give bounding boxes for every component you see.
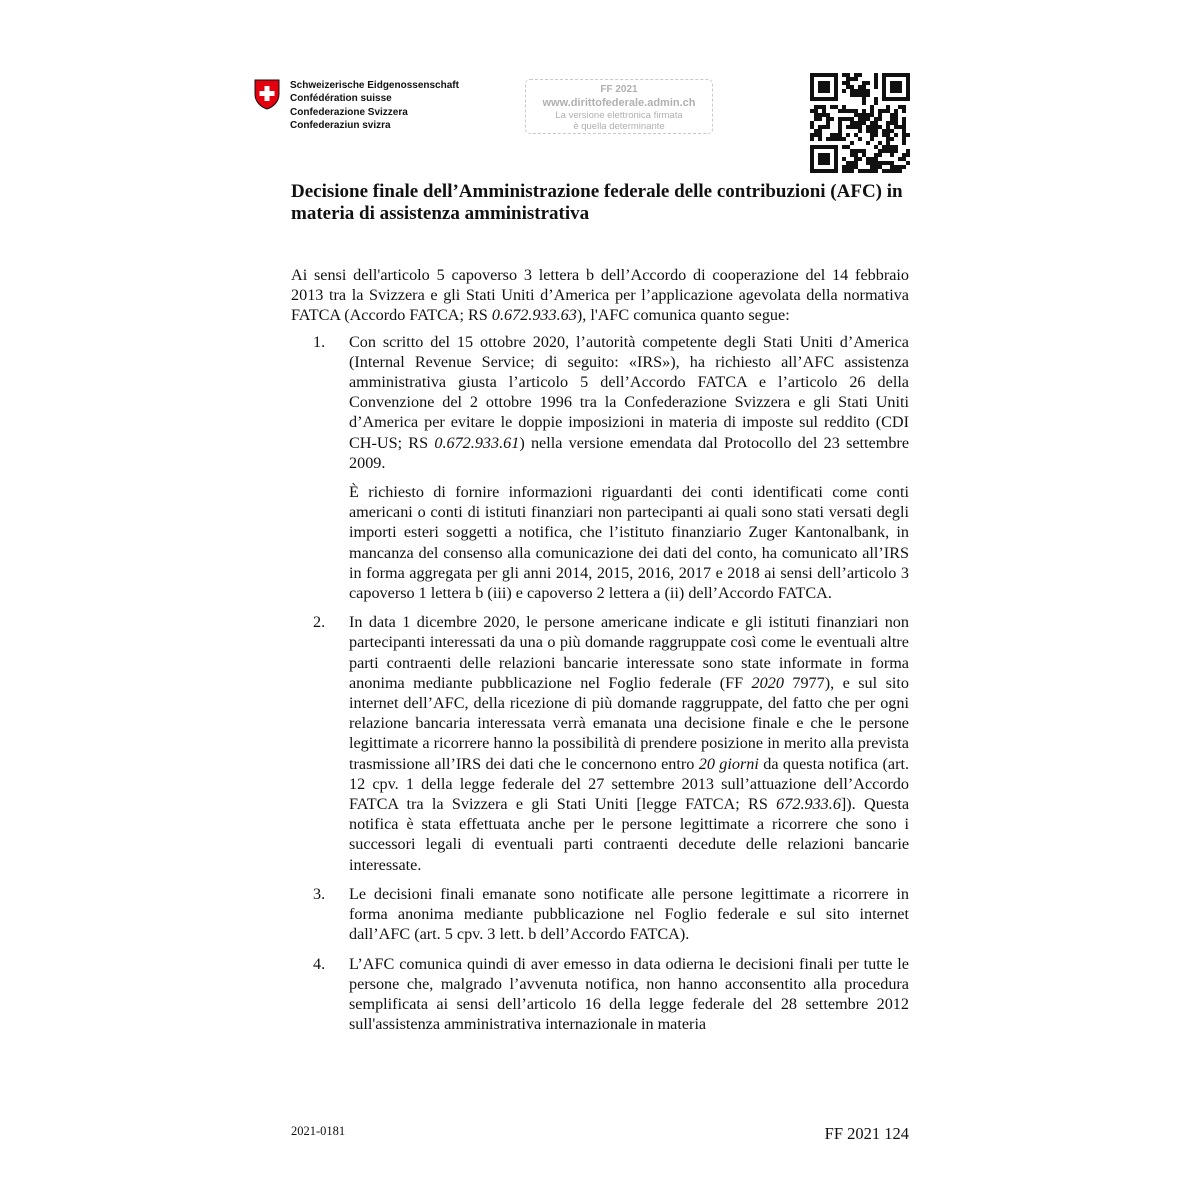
stamp-ff: FF 2021 (600, 84, 638, 95)
list-item-3 (291, 884, 909, 945)
org-line-it: Confederazione Svizzera (290, 106, 408, 118)
deadline-text: 20 giorni (698, 754, 759, 773)
org-line-de: Schweizerische Eidgenossenschaft (290, 80, 459, 91)
org-line-fr: Confédération suisse (290, 93, 392, 105)
item-2-paragraph: In data 1 dicembre 2020, le persone americane indicate e gli istituti finanziari non partecipanti interessati da una o più domande raggruppate così come le eventuali altre parti contraenti delle relazioni bancarie interessate sono state informate in forma anonima mediante pubblicazione nel Foglio federale (FF 2020 7977), e sul sito internet dell’AFC, della ricezione di più domande raggruppate, del fatto che per ogni relazione bancaria interessata verrà emanata una decisione finale e che le persone legittimate a ricorrere hanno la possibilità di prendere posizione in merito alla prevista trasmissione all’IRS dei dati che le concernono entro 20 giorni da questa notifica (art. 12 cpv. 1 della legge federale del 27 settembre 2013 sull’attuazione dell’Accordo FATCA tra la Svizzera e gli Stati Uniti [legge FATCA; RS 672.933.6]). Questa notifica è stata effettuata anche per le persone legittimate a ricorrere che sono i successori legali di eventuali parti contraenti decedute delle relazioni bancarie interessate. (349, 613, 910, 874)
page-reference: FF 2021 124 (824, 1124, 909, 1143)
document-number: 2021-0181 (291, 1124, 346, 1138)
item-1-paragraph-2: È richiesto di fornire informazioni riguardanti dei conti identificati come conti americani o conti di istituti finanziari non partecipanti ai quali sono stati versati degli importi esteri soggetti a notifica, che l’istituto finanziario Zuger Kantonalbank, in mancanza del consenso alla comunicazione dei dati del conto, ha comunicato all’IRS in forma aggregata per gli anni 2014, 2015, 2016, 2017 e 2018 ai sensi dell’articolo 3 capoverso 1 lettera b (iii) e capoverso 2 lettera a (ii) dell’Accordo FATCA. (349, 483, 909, 603)
document-title: Decisione finale dell’Amministrazione federale delle contribuzioni (AFC) in materia di assistenza amministrativa (291, 181, 903, 224)
ff-year-ref: 2020 (751, 673, 784, 692)
fatca-law-rs-ref: 672.933.6 (776, 795, 841, 814)
item-number: 2. (313, 613, 326, 632)
item-4-paragraph: L’AFC comunica quindi di aver emesso in data odierna le decisioni finali per tutte le persone che, malgrado l’avvenuta notifica, non hanno acconsentito alla procedura semplificata ai sensi dell’articolo 16 della legge federale del 28 settembre 2012 sull'assistenza amministrativa internazionale in materia (349, 954, 909, 1034)
stamp-note-2: è quella determinante (573, 121, 665, 132)
stamp-url: www.dirittofederale.admin.ch (542, 97, 696, 109)
list-item-2 (291, 612, 909, 875)
qr-code-icon (810, 73, 910, 173)
swiss-confederation-logo (254, 79, 459, 133)
organization-name (290, 79, 459, 133)
item-number: 4. (313, 954, 326, 973)
intro-paragraph: Ai sensi dell'articolo 5 capoverso 3 lettera b dell’Accordo di cooperazione del 14 febbraio 2013 tra la Svizzera e gli Stati Uniti d’America per l’applicazione agevolata della normativa FATCA (Accordo FATCA; RS 0.672.933.63), l'AFC comunica quanto segue: (291, 266, 909, 325)
intro-rs-ref: 0.672.933.63 (491, 306, 577, 325)
org-line-rm: Confederaziun svizra (290, 120, 391, 132)
list-item-1 (291, 332, 909, 604)
item-1-paragraph-1: Con scritto del 15 ottobre 2020, l’autorità competente degli Stati Uniti d’America (Internal Revenue Service; di seguito: «IRS»), ha richiesto all’AFC assistenza amministrativa giusta l’articolo 5 dell’Accordo FATCA e l’articolo 26 della Convenzione del 2 ottobre 1996 tra la Confederazione Svizzera e gli Stati Uniti d’America per evitare le doppie imposizioni in materia di imposte sul reddito (CDI CH-US; RS 0.672.933.61) nella versione emendata dal Protocollo del 23 settembre 2009. (349, 332, 910, 472)
cdi-rs-ref: 0.672.933.61 (434, 433, 520, 452)
item-number: 1. (313, 332, 326, 351)
stamp-note-1: La versione elettronica firmata (555, 110, 683, 121)
list-item-4 (291, 954, 909, 1035)
electronic-signature-stamp (525, 79, 713, 134)
swiss-shield-icon (254, 79, 280, 110)
item-3-paragraph: Le decisioni finali emanate sono notificate alle persone legittimate a ricorrere in forma anonima mediante pubblicazione nel Foglio federale e sul sito internet dall’AFC (art. 5 cpv. 3 lett. b dell’Accordo FATCA). (349, 884, 909, 944)
item-number: 3. (313, 884, 326, 903)
document-body (291, 265, 909, 1043)
